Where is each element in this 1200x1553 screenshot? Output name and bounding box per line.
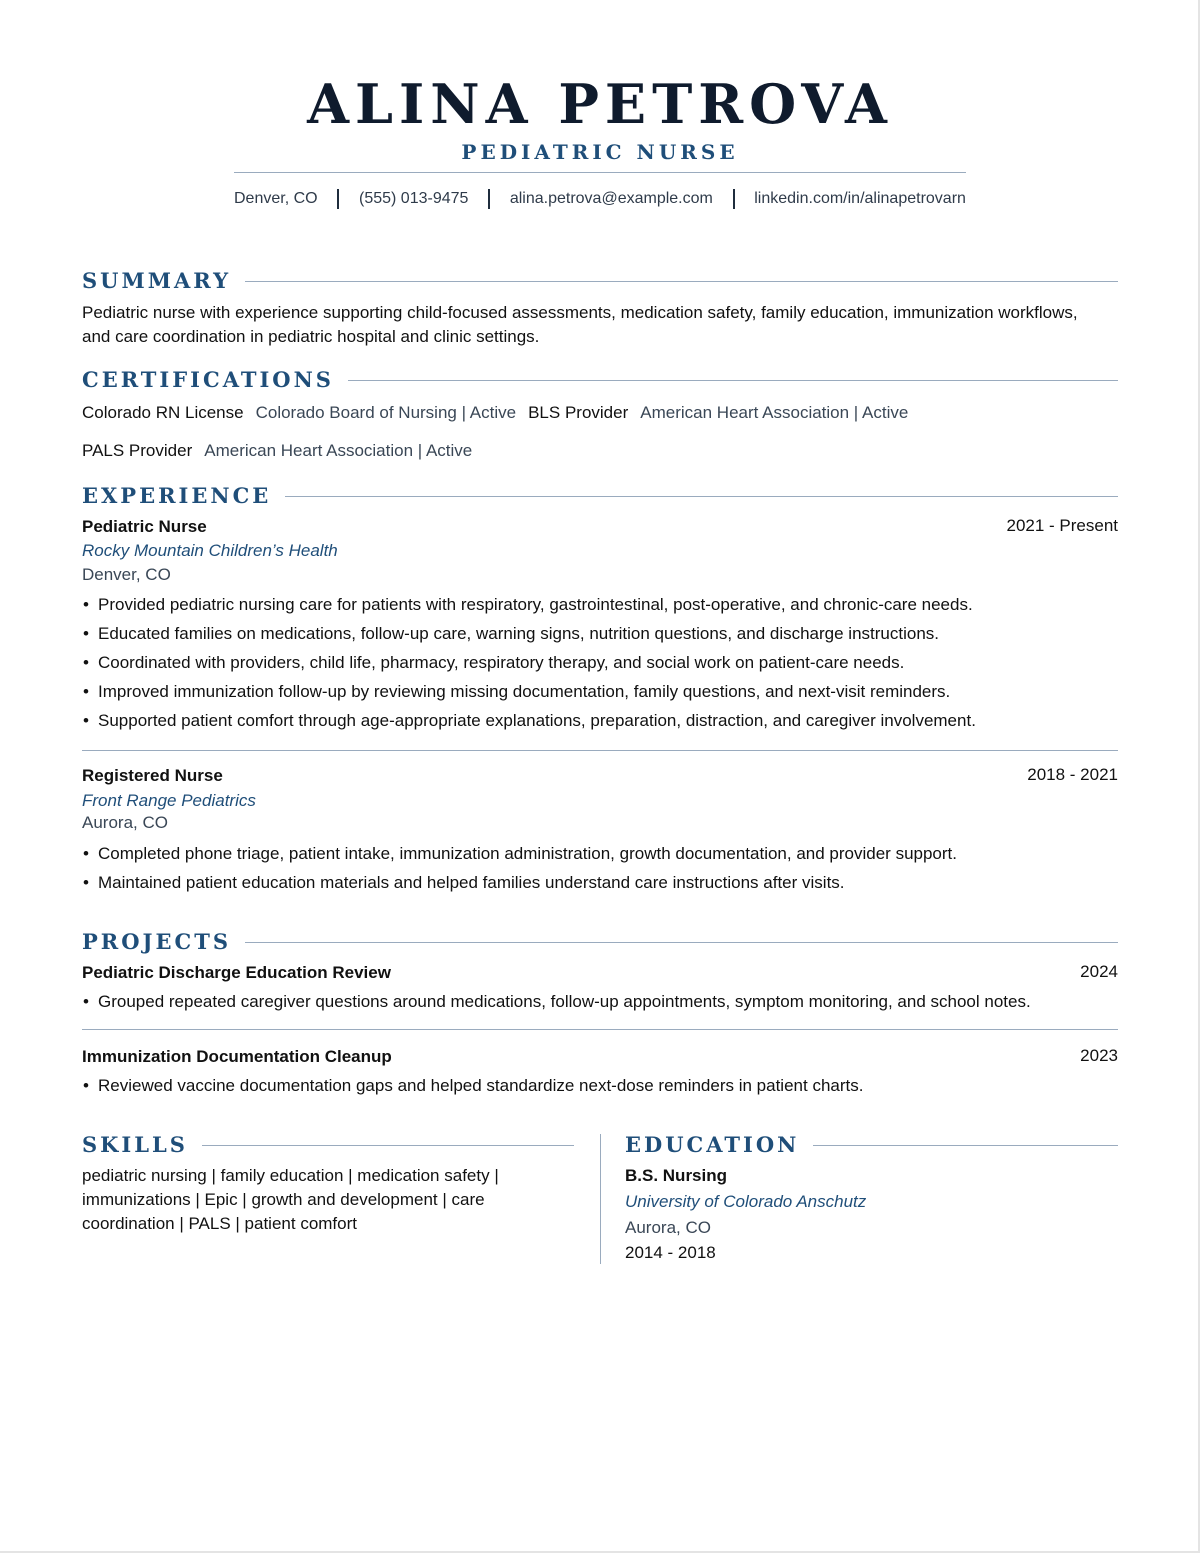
- certification-name: PALS Provider: [82, 441, 193, 460]
- contact-phone[interactable]: (555) 013-9475: [359, 190, 469, 207]
- contact-separator: [337, 189, 339, 209]
- skills-line: pediatric nursing | family education | medication safety |: [82, 1166, 499, 1185]
- candidate-name: ALINA PETROVA: [307, 72, 893, 136]
- experience-section-header: [82, 483, 1118, 509]
- list-item: [82, 706, 976, 735]
- bullet-text: Supported patient comfort through age-appropriate explanations, preparation, distraction, and caregiver involvement.: [98, 711, 976, 730]
- bullet-icon: •: [83, 873, 89, 892]
- entry-divider: [82, 1029, 1118, 1030]
- project-bullets: [82, 1071, 863, 1100]
- certification-meta: Colorado Board of Nursing | Active: [255, 403, 517, 422]
- contact-email[interactable]: alina.petrova@example.com: [509, 190, 713, 207]
- skills-rule: [202, 1145, 574, 1146]
- list-item: [82, 839, 957, 868]
- list-item: [82, 590, 976, 619]
- certification-name: BLS Provider: [528, 403, 629, 422]
- bullet-icon: •: [83, 711, 89, 730]
- certifications-heading: CERTIFICATIONS: [82, 367, 334, 392]
- certification-meta: American Heart Association | Active: [640, 403, 909, 422]
- bullet-text: Maintained patient education materials and helped families understand care instructions after visits.: [98, 873, 845, 892]
- bullet-text: Educated families on medications, follow-up care, warning signs, nutrition questions, and discharge instructions.: [98, 624, 940, 643]
- education-section-header: [625, 1132, 1118, 1158]
- job-dates: 2018 - 2021: [1027, 765, 1118, 784]
- experience-heading: EXPERIENCE: [82, 483, 272, 508]
- bullet-icon: •: [83, 624, 89, 643]
- project-title: Pediatric Discharge Education Review: [82, 963, 391, 982]
- certification-meta: American Heart Association | Active: [204, 441, 473, 460]
- job-dates: 2021 - Present: [1006, 516, 1118, 535]
- education-heading: EDUCATION: [625, 1132, 800, 1157]
- project-bullets: [82, 987, 1031, 1016]
- job-title: Registered Nurse: [82, 766, 223, 785]
- bullet-text: Completed phone triage, patient intake, immunization administration, growth documentation, and provider support.: [98, 844, 957, 863]
- projects-section-header: [82, 929, 1118, 955]
- bullet-text: Coordinated with providers, child life, pharmacy, respiratory therapy, and social work on patient-care needs.: [98, 653, 905, 672]
- contact-separator: [733, 189, 735, 209]
- column-divider: [600, 1134, 601, 1264]
- bullet-text: Grouped repeated caregiver questions around medications, follow-up appointments, symptom monitoring, and school notes.: [98, 992, 1031, 1011]
- summary-heading: SUMMARY: [82, 268, 232, 293]
- project-title: Immunization Documentation Cleanup: [82, 1047, 392, 1066]
- education-dates: 2014 - 2018: [625, 1243, 716, 1262]
- projects-heading: PROJECTS: [82, 929, 231, 954]
- contact-linkedin[interactable]: linkedin.com/in/alinapetrovarn: [754, 190, 966, 207]
- list-item: [82, 987, 1031, 1016]
- job-bullets: [82, 839, 957, 897]
- certifications-row: [82, 439, 484, 463]
- skills-section-header: [82, 1132, 574, 1158]
- job-location: Aurora, CO: [82, 813, 168, 832]
- skills-heading: SKILLS: [82, 1132, 188, 1157]
- bullet-icon: •: [83, 1076, 89, 1095]
- list-item: [82, 619, 976, 648]
- skills-line: coordination | PALS | patient comfort: [82, 1214, 357, 1233]
- bullet-text: Reviewed vaccine documentation gaps and helped standardize next-dose reminders in patient charts.: [98, 1076, 864, 1095]
- summary-rule: [245, 281, 1118, 282]
- header-rule: [234, 172, 966, 173]
- list-item: [82, 1071, 863, 1100]
- contact-bar: [234, 189, 966, 209]
- bullet-icon: •: [83, 844, 89, 863]
- certifications-rule: [348, 380, 1118, 381]
- bullet-icon: •: [83, 992, 89, 1011]
- summary-text: [82, 301, 1118, 349]
- summary-section-header: [82, 268, 1118, 294]
- certification-name: Colorado RN License: [82, 403, 244, 422]
- summary-line: Pediatric nurse with experience supporting child-focused assessments, medication safety, family education, immunization workflows,: [82, 303, 1078, 322]
- bullet-text: Improved immunization follow-up by reviewing missing documentation, family questions, and next-visit reminders.: [98, 682, 951, 701]
- job-employer: Front Range Pediatrics: [82, 791, 256, 810]
- projects-rule: [245, 942, 1118, 943]
- list-item: [82, 868, 957, 897]
- certifications-section-header: [82, 367, 1118, 393]
- certifications-row: [82, 401, 920, 425]
- bullet-icon: •: [83, 595, 89, 614]
- project-year: 2024: [1080, 962, 1118, 981]
- list-item: [82, 648, 976, 677]
- education-rule: [813, 1145, 1118, 1146]
- job-location: Denver, CO: [82, 565, 171, 584]
- bullet-icon: •: [83, 682, 89, 701]
- project-year: 2023: [1080, 1046, 1118, 1065]
- summary-line: and care coordination in pediatric hospital and clinic settings.: [82, 327, 540, 346]
- education-degree: B.S. Nursing: [625, 1166, 728, 1185]
- resume-header: [234, 72, 966, 209]
- contact-separator: [488, 189, 490, 209]
- education-school: University of Colorado Anschutz: [625, 1192, 867, 1211]
- list-item: [82, 677, 976, 706]
- bullet-icon: •: [83, 653, 89, 672]
- job-bullets: [82, 590, 976, 735]
- bullet-text: Provided pediatric nursing care for patients with respiratory, gastrointestinal, post-operative, and chronic-care needs.: [98, 595, 973, 614]
- entry-divider: [82, 750, 1118, 751]
- education-location: Aurora, CO: [625, 1218, 711, 1237]
- experience-rule: [285, 496, 1118, 497]
- contact-location: Denver, CO: [234, 190, 318, 207]
- candidate-title: PEDIATRIC NURSE: [461, 140, 739, 164]
- job-employer: Rocky Mountain Children’s Health: [82, 541, 338, 560]
- skills-line: immunizations | Epic | growth and development | care: [82, 1190, 485, 1209]
- skills-text: [82, 1164, 574, 1236]
- job-title: Pediatric Nurse: [82, 517, 207, 536]
